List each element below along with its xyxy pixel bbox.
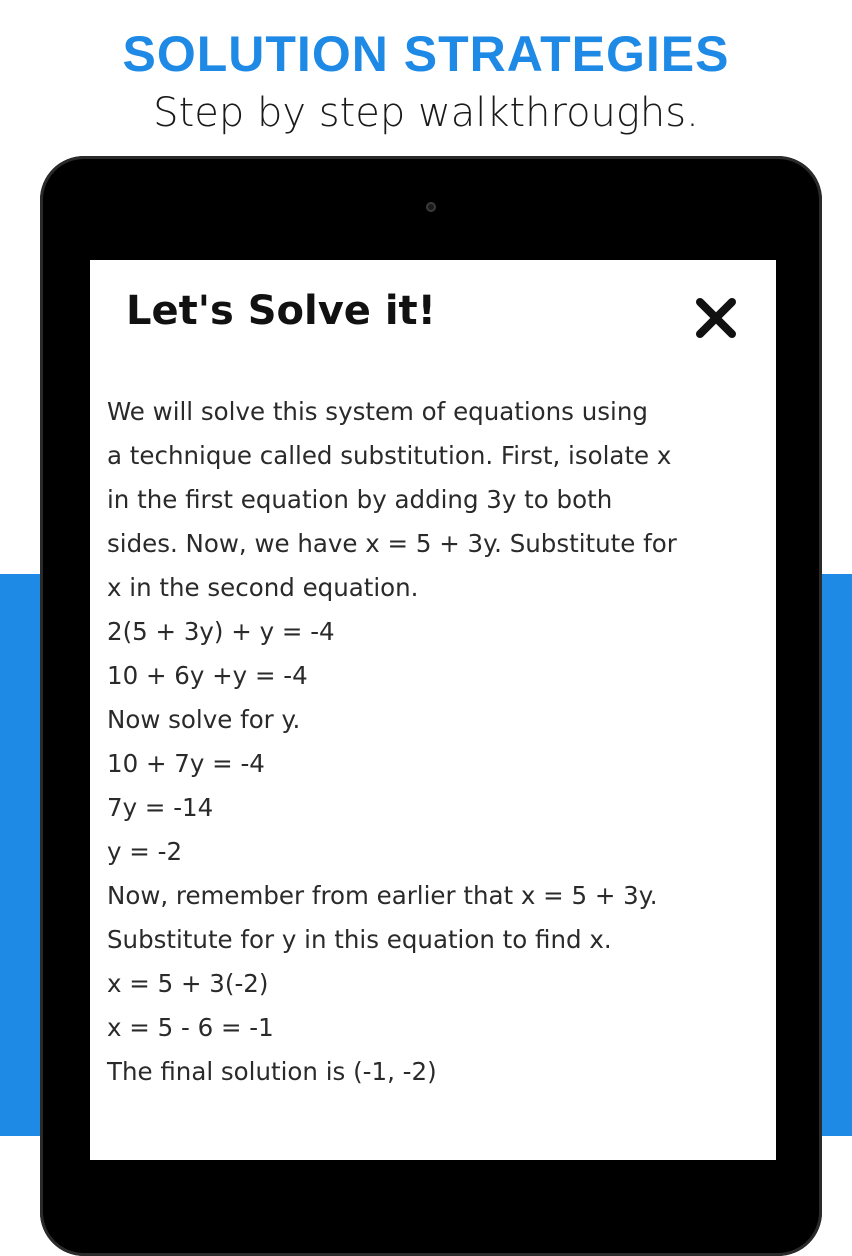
solution-line: sides. Now, we have x = 5 + 3y. Substitute for — [107, 529, 677, 558]
promo-subheadline: Step by step walkthroughs. — [153, 90, 699, 136]
solution-line: We will solve this system of equations using — [107, 397, 648, 426]
solution-modal — [90, 260, 776, 1160]
close-icon — [690, 292, 742, 344]
solution-line: a technique called substitution. First, isolate x — [107, 441, 672, 470]
solution-line: 7y = -14 — [107, 793, 214, 822]
solution-line: 2(5 + 3y) + y = -4 — [107, 617, 335, 646]
solution-line: 10 + 7y = -4 — [107, 749, 265, 778]
camera-icon — [426, 202, 436, 212]
solution-line: Now, remember from earlier that x = 5 + 3y. — [107, 881, 658, 910]
solution-line: 10 + 6y +y = -4 — [107, 661, 308, 690]
promo-headline: SOLUTION STRATEGIES — [122, 26, 730, 82]
close-button[interactable] — [690, 292, 742, 344]
solution-line: y = -2 — [107, 837, 183, 866]
solution-line: Substitute for y in this equation to find x. — [107, 925, 612, 954]
solution-line: x = 5 - 6 = -1 — [107, 1013, 274, 1042]
solution-line: Now solve for y. — [107, 705, 301, 734]
modal-title: Let's Solve it! — [126, 288, 436, 334]
solution-text — [107, 390, 767, 1094]
solution-line: in the first equation by adding 3y to both — [107, 485, 613, 514]
solution-line: The final solution is (-1, -2) — [107, 1057, 437, 1086]
solution-line: x in the second equation. — [107, 573, 419, 602]
solution-line: x = 5 + 3(-2) — [107, 969, 269, 998]
